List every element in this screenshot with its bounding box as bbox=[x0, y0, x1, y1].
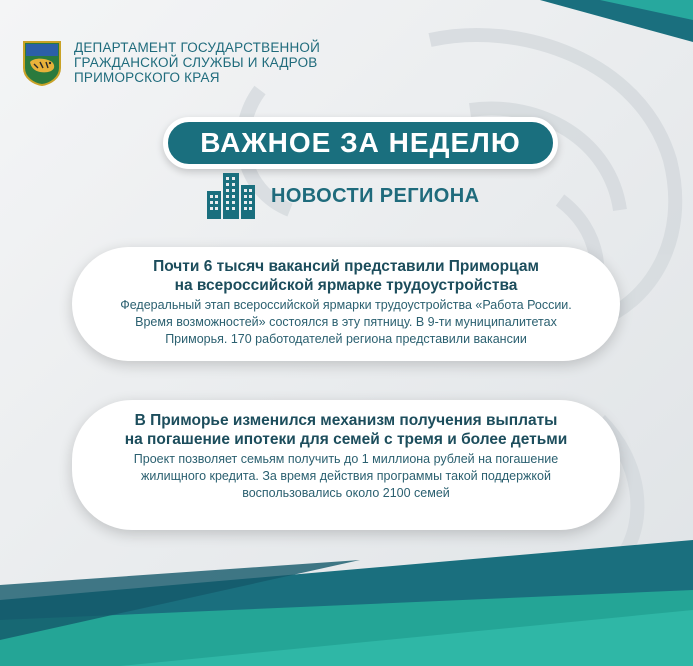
news-body-line: Проект позволяет семьям получить до 1 миллиона рублей на погашение bbox=[133, 452, 559, 466]
news-title bbox=[72, 400, 620, 449]
page-title: ВАЖНОЕ ЗА НЕДЕЛЮ bbox=[163, 117, 558, 169]
section-heading bbox=[207, 173, 479, 219]
news-title-line: В Приморье изменился механизм получения выплаты bbox=[134, 412, 558, 429]
news-title bbox=[72, 247, 620, 295]
org-name bbox=[74, 40, 320, 85]
news-title-line: на погашение ипотеки для семей с тремя и более детьми bbox=[124, 431, 568, 448]
news-body-line: Время возможностей» состоялся в эту пятницу. В 9-ти муниципалитетах bbox=[135, 315, 557, 329]
city-buildings-icon bbox=[207, 173, 255, 219]
news-body-line: Приморья. 170 работодателей региона представили вакансии bbox=[165, 332, 527, 346]
news-title-line: Почти 6 тысяч вакансий представили Приморцам bbox=[153, 258, 539, 275]
news-title-line: на всероссийской ярмарке трудоустройства bbox=[174, 277, 518, 294]
org-name-line: ДЕПАРТАМЕНТ ГОСУДАРСТВЕННОЙ bbox=[74, 40, 321, 55]
news-body-line: воспользовались около 2100 семей bbox=[242, 486, 450, 500]
news-body-line: жилищного кредита. За время действия программы такой поддержкой bbox=[141, 469, 551, 483]
news-card bbox=[72, 400, 620, 530]
primorye-crest-icon bbox=[22, 40, 62, 86]
header bbox=[22, 40, 320, 86]
org-name-line: ГРАЖДАНСКОЙ СЛУЖБЫ И КАДРОВ bbox=[74, 55, 318, 70]
news-body bbox=[72, 451, 620, 502]
news-card bbox=[72, 247, 620, 361]
news-body-line: Федеральный этап всероссийской ярмарки трудоустройства «Работа России. bbox=[120, 298, 572, 312]
org-name-line: ПРИМОРСКОГО КРАЯ bbox=[74, 70, 220, 85]
news-body bbox=[72, 297, 620, 348]
section-title: НОВОСТИ РЕГИОНА bbox=[271, 184, 480, 207]
